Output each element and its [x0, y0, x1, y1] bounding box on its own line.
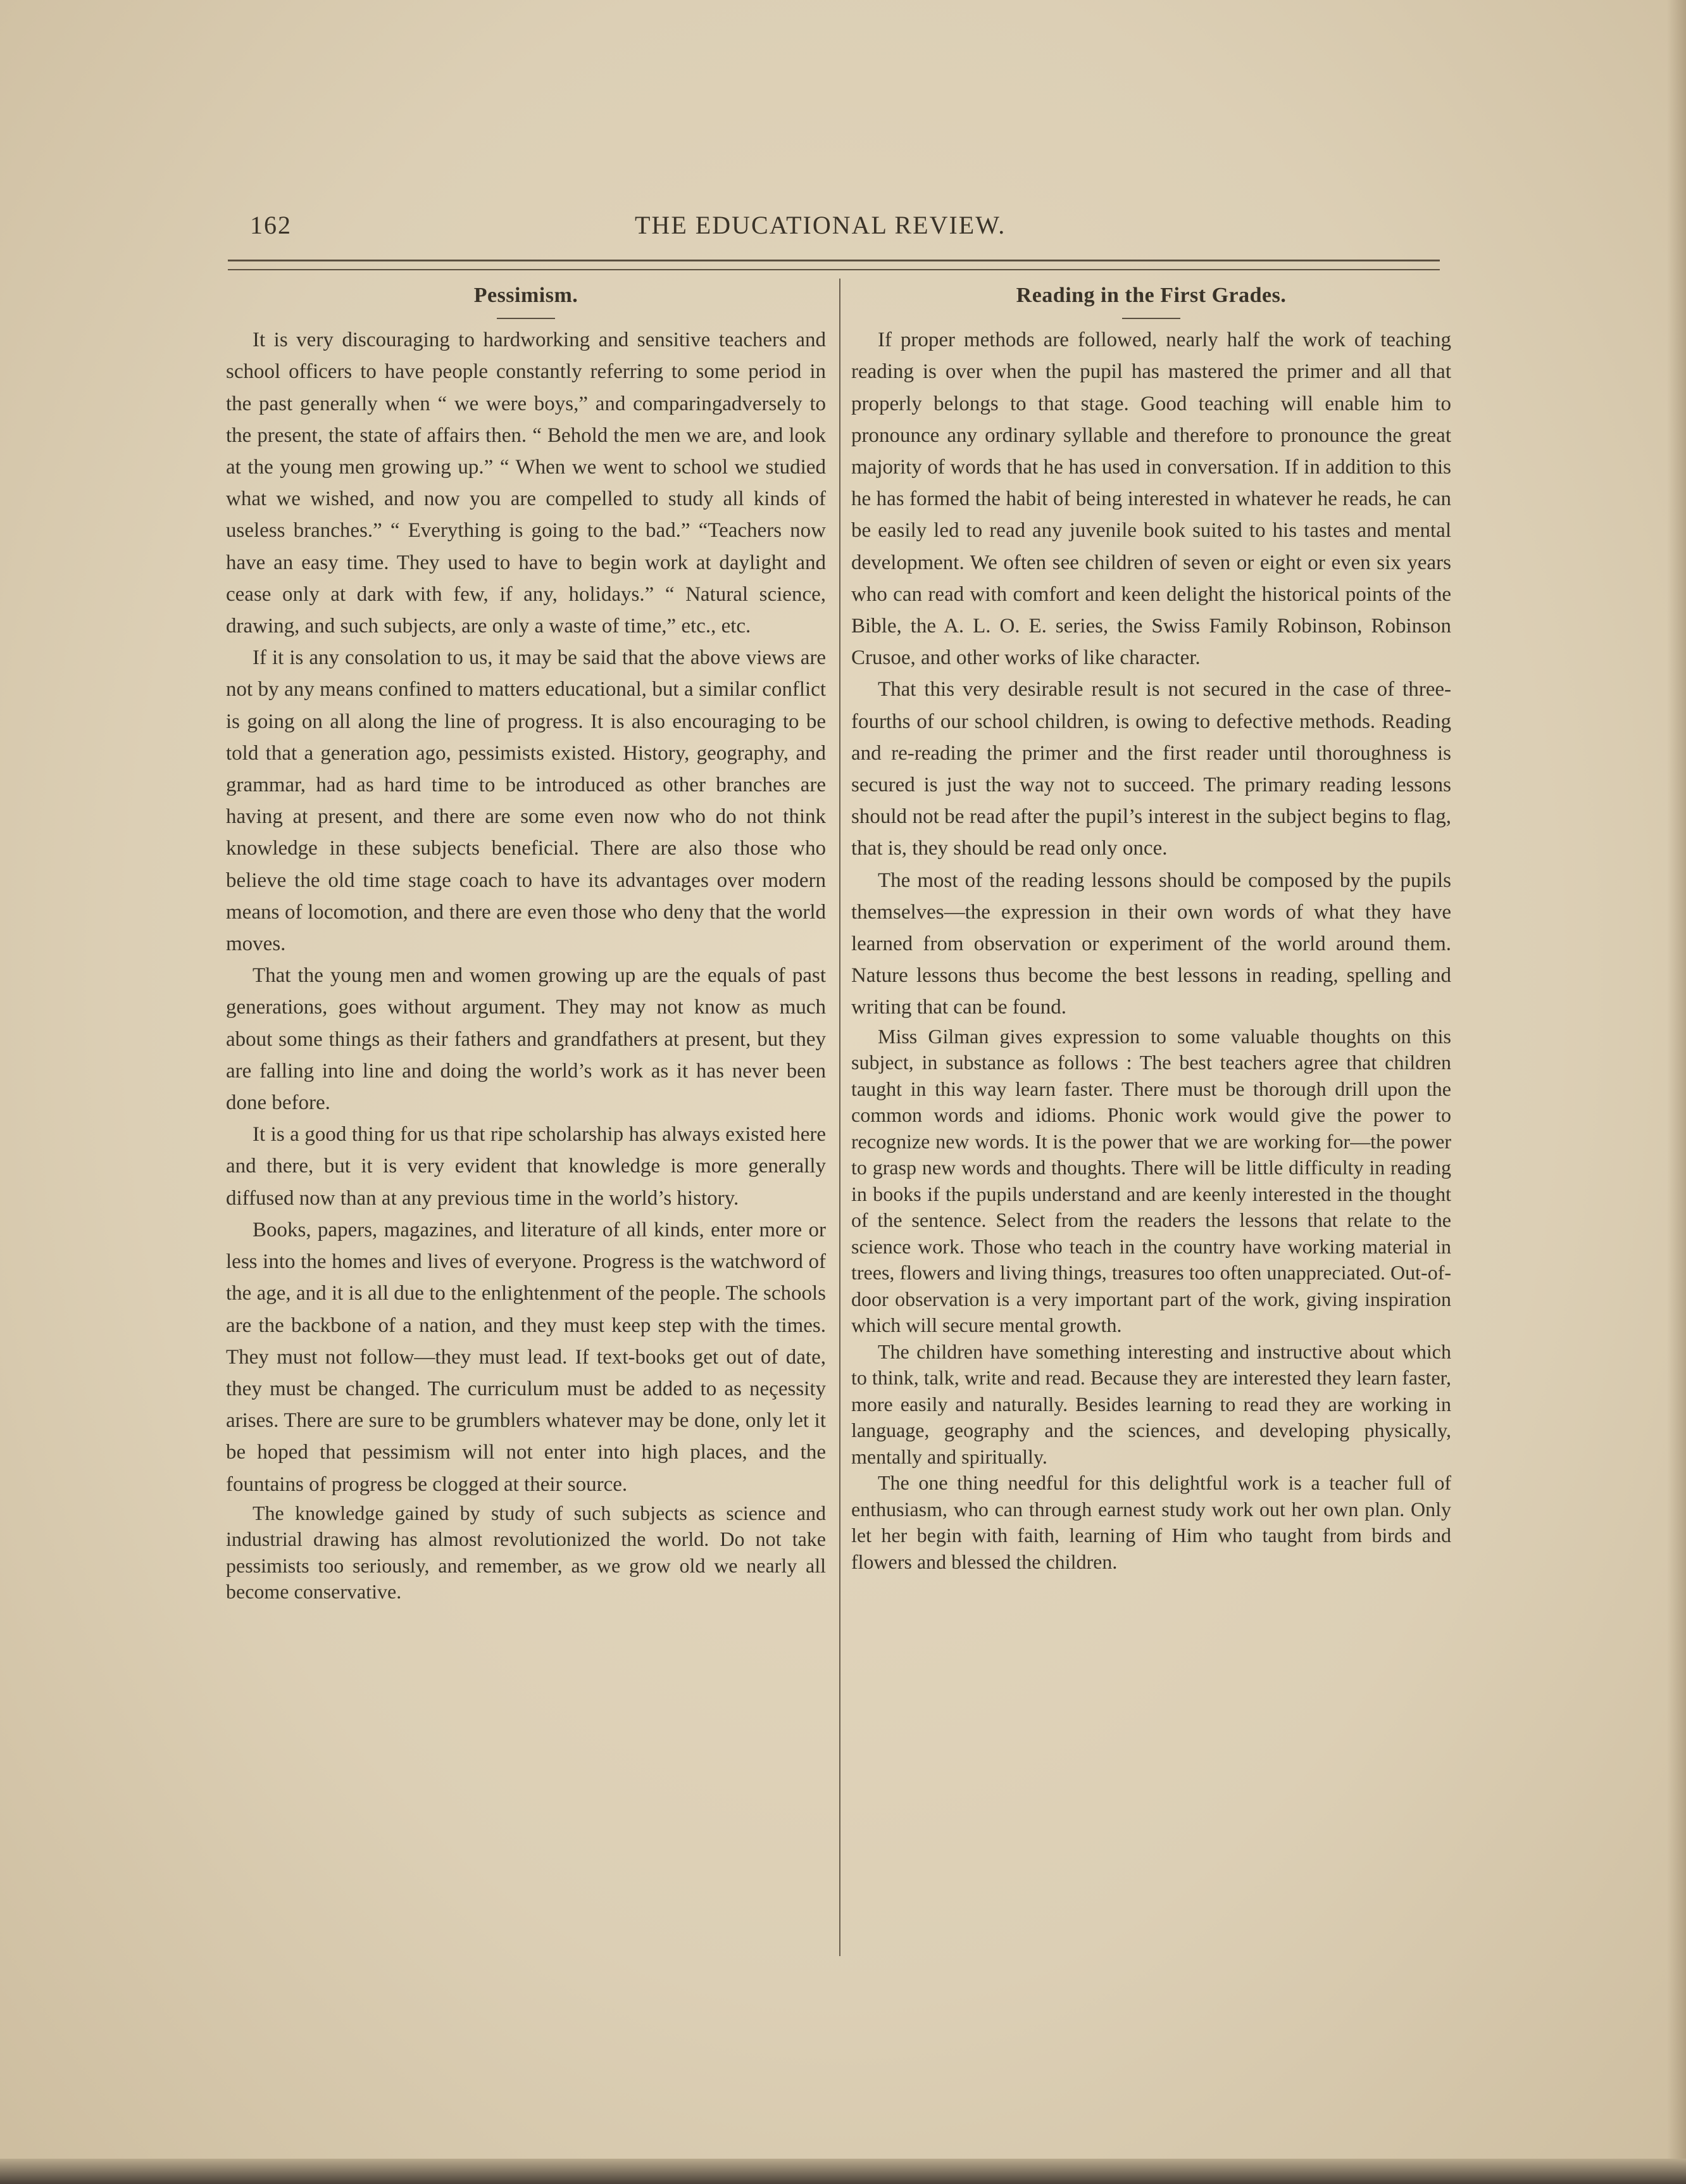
article-paragraph: If proper methods are followed, nearly half the work of teaching reading is over when the pupil has mastered the primer and all that properly belongs to that stage. Good teaching will enable him to pronounce any ordinary syllable and therefore to pronounce the great majority of words that he has used in conversation. If in addition to this he has formed the habit of being interested in whatever he reads, he can be easily led to read any juvenile book suited to his tastes and mental development. We often see children of seven or eight or even six years who can read with comfort and keen delight the historical points of the Bible, the A. L. O. E. series, the Swiss Family Robinson, Robinson Crusoe, and other works of like character. — [851, 329, 1451, 670]
article-paragraph: If it is any consolation to us, it may be said that the above views are not by any means confined to matters educational, but a similar conflict is going on all along the line of progress. It is also encouraging to be told that a generation ago, pessimists existed. History, geography, and grammar, had as hard time to be introduced as other branches are having at present, and there are some even now who do not think knowledge in these subjects beneficial. There are also those who believe the old time stage coach to have its advantages over modern means of locomotion, and there are even those who deny that the world moves. — [226, 646, 826, 956]
article-paragraph: It is very discouraging to hardworking and sensitive teachers and school officers to have people constantly referring to some period in the past generally when “ we were boys,” and comparingadversely to the present, the state of affairs then. “ Behold the men we are, and look at the young men growing up.” “ When we went to school we studied what we wished, and now you are compelled to study all kinds of useless branches.” “ Everything is going to the bad.” “Teachers now have an easy time. They used to have to begin work at daylight and cease only at dark with few, if any, holidays.” “ Natural science, drawing, and such subjects, are only a waste of time,” etc., etc. — [226, 329, 826, 638]
article-reading-first-grades — [851, 280, 1451, 1575]
page-edge-shadow — [1667, 0, 1686, 2184]
article-paragraph: Miss Gilman gives expression to some valuable thoughts on this subject, in substance as follows : The best teachers agree that children taught in this way learn faster. There must be thorough drill upon the common words and idioms. Phonic work would give the power to recognize new words. It is the power that we are working for—the power to grasp new words and thoughts. There will be little difficulty in reading in books if the pupils understand and are keenly interested in the thought of the sentence. Select from the readers the lessons that relate to the science work. Those who teach in the country have working material in trees, flowers and living things, treasures too often unappreciated. Out-of-door observation is a very important part of the work, giving inspiration which will secure mental growth. — [851, 1024, 1451, 1337]
article-paragraph: The children have something interesting and instructive about which to think, talk, write and read. Because they are interested they learn faster, more easily and naturally. Besides learning to read they are working in language, geography and the sciences, and developing physically, mentally and spiritually. — [851, 1340, 1451, 1468]
article-title: Reading in the First Grades. — [1016, 284, 1287, 307]
title-rule — [1122, 318, 1180, 319]
header-double-rule — [228, 260, 1440, 270]
article-paragraph: The one thing needful for this delightful work is a teacher full of enthusiasm, who can through earnest study work out her own plan. Only let her begin with faith, learning of Him who taught from birds and flowers and blessed the children. — [851, 1471, 1451, 1573]
running-header — [250, 210, 1440, 242]
article-paragraph: That the young men and women growing up are the equals of past generations, goes without argument. They may not know as much about some things as their fathers and grandfathers at present, but they are falling into line and doing the world’s work as it has never been done before. — [226, 964, 826, 1115]
article-paragraph: The most of the reading lessons should be composed by the pupils themselves—the expression in their own words of what they have learned from observation or experiment of the world around them. Nature lessons thus become the best lessons in reading, spelling and writing that can be found. — [851, 869, 1451, 1019]
page-number: 162 — [250, 211, 292, 239]
journal-title: THE EDUCATIONAL REVIEW. — [635, 211, 1006, 239]
article-paragraph: The knowledge gained by study of such subjects as science and industrial drawing has almost revolutionized the world. Do not take pessimists too seriously, and remember, as we grow old we nearly all become conservative. — [226, 1501, 826, 1603]
article-pessimism — [226, 280, 826, 1605]
scan-bottom-edge — [0, 2159, 1686, 2184]
article-paragraph: It is a good thing for us that ripe scholarship has always existed here and there, but it is very evident that knowledge is more generally diffused now than at any previous time in the world’s history. — [226, 1123, 826, 1210]
column-divider — [839, 279, 840, 1956]
article-paragraph: Books, papers, magazines, and literature of all kinds, enter more or less into the homes and lives of everyone. Progress is the watchword of the age, and it is all due to the enlightenment of the people. The schools are the backbone of a nation, and they must keep step with the times. They must not follow—they must lead. If text-books get out of date, they must be changed. The curriculum must be added to as neçessity arises. There are sure to be grumblers whatever may be done, only let it be hoped that pessimism will not enter into high places, and the fountains of progress be clogged at their source. — [226, 1218, 826, 1496]
article-title: Pessimism. — [473, 284, 578, 307]
article-paragraph: That this very desirable result is not secured in the case of three-fourths of our school children, is owing to defective methods. Reading and re-reading the primer and the first reader until thoroughness is secured is just the way not to succeed. The primary reading lessons should not be read after the pupil’s interest in the subject begins to flag, that is, they should be read only once. — [851, 678, 1451, 860]
title-rule — [497, 318, 555, 319]
